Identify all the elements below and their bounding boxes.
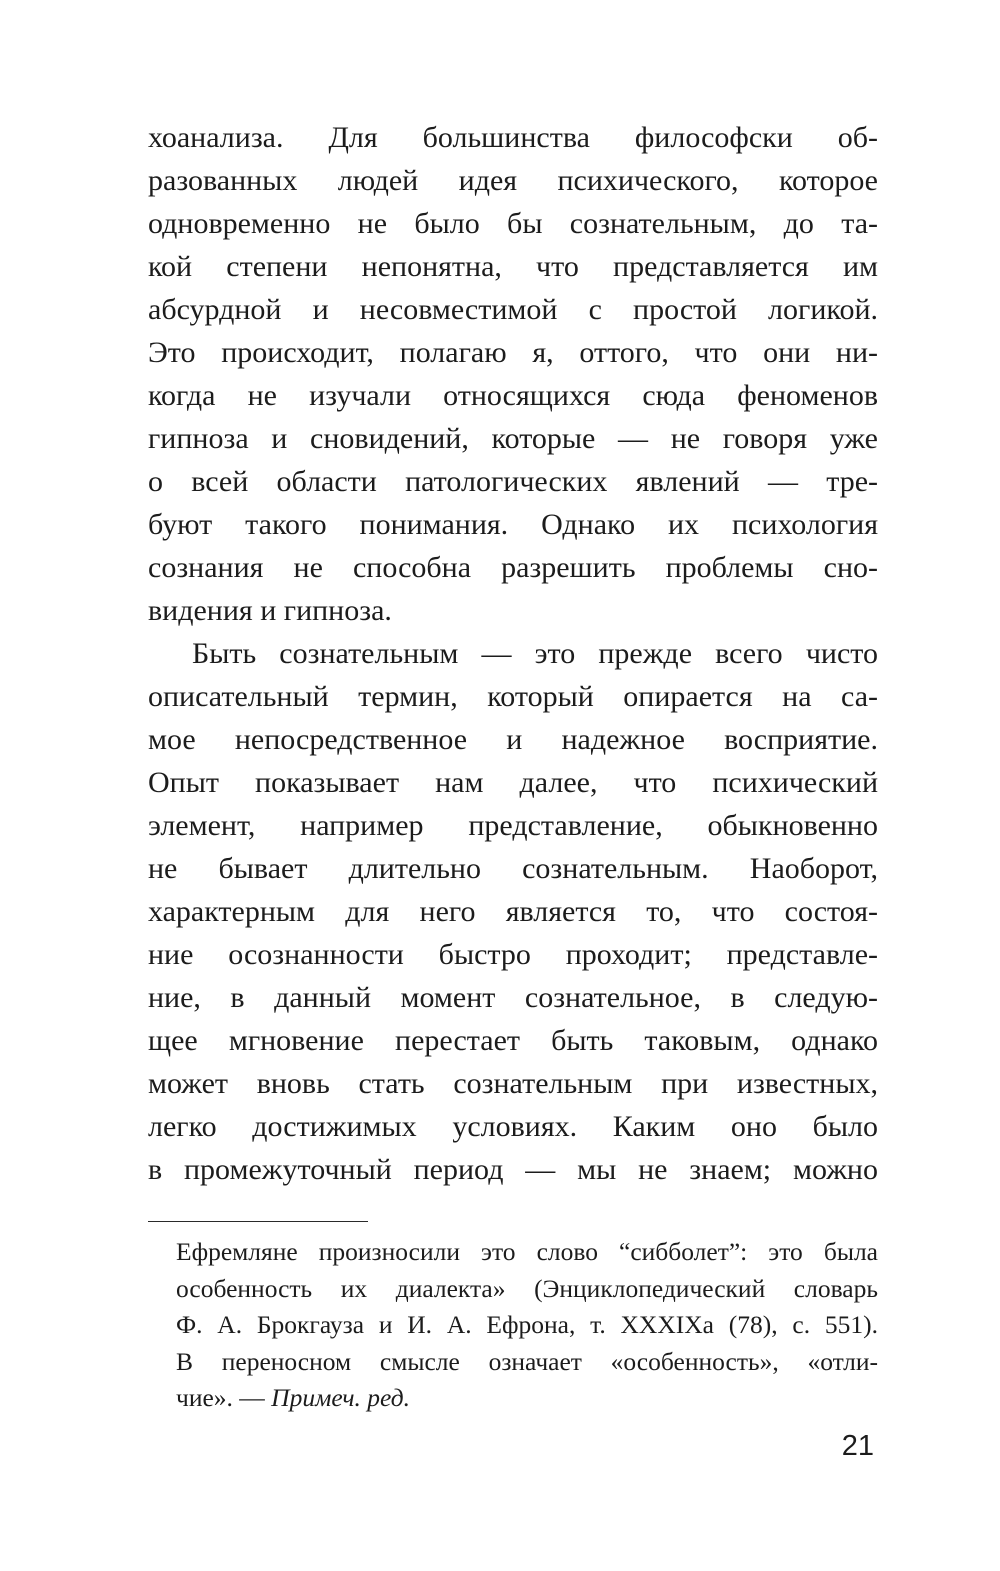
text-line: сознания не способна разрешить проблемы сно- bbox=[148, 551, 878, 584]
editor-note: Примеч. ред. bbox=[271, 1383, 410, 1412]
text-line: о всей области патологических явлений — тре- bbox=[148, 465, 878, 498]
footnote-text: чие». — bbox=[176, 1383, 272, 1412]
text-line: разованных людей идея психического, которое bbox=[148, 164, 878, 197]
text-line: ние осознанности быстро проходит; представле- bbox=[148, 938, 878, 971]
text-line: буют такого понимания. Однако их психология bbox=[148, 508, 878, 541]
text-line: кой степени непонятна, что представляется им bbox=[148, 250, 878, 283]
text-line: характерным для него является то, что состоя- bbox=[148, 895, 878, 928]
text-line: Это происходит, полагаю я, оттого, что они ни- bbox=[148, 336, 878, 369]
text-line: ние, в данный момент сознательное, в следую- bbox=[148, 981, 878, 1014]
footnote-line: Ф. А. Брокгауза и И. А. Ефрона, т. XXXIXa (78), с. 551). bbox=[176, 1310, 878, 1339]
text-line: одновременно не было бы сознательным, до та- bbox=[148, 207, 878, 240]
footnote-line: Ефремляне произносили это слово “сибболет”: это была bbox=[176, 1237, 878, 1266]
text-line: описательный термин, который опирается на са- bbox=[148, 680, 878, 713]
text-line: в промежуточный период — мы не знаем; можно bbox=[148, 1153, 878, 1186]
footnote-divider bbox=[148, 1221, 368, 1222]
text-line: легко достижимых условиях. Каким оно было bbox=[148, 1110, 878, 1143]
text-line: хоанализа. Для большинства философски об- bbox=[148, 121, 878, 154]
text-line: щее мгновение перестает быть таковым, однако bbox=[148, 1024, 878, 1057]
footnote-line bbox=[176, 1380, 878, 1417]
page-number: 21 bbox=[841, 1430, 874, 1462]
footnote-line: особенность их диалекта» (Энциклопедический словарь bbox=[176, 1273, 878, 1303]
text-line: элемент, например представление, обыкновенно bbox=[148, 809, 878, 842]
text-line: Быть сознательным — это прежде всего чисто bbox=[192, 637, 878, 670]
footnote-line: В переносном смысле означает «особенность», «отли- bbox=[176, 1346, 878, 1376]
text-line: Опыт показывает нам далее, что психический bbox=[148, 766, 878, 799]
text-line: не бывает длительно сознательным. Наоборот, bbox=[148, 852, 878, 885]
text-line: гипноза и сновидений, которые — не говоря уже bbox=[148, 422, 878, 455]
footnote bbox=[176, 1234, 878, 1417]
text-line: когда не изучали относящихся сюда феноменов bbox=[148, 379, 878, 412]
text-line: видения и гипноза. bbox=[148, 594, 392, 627]
text-line: абсурдной и несовместимой с простой логикой. bbox=[148, 293, 878, 326]
text-line: может вновь стать сознательным при известных, bbox=[148, 1067, 878, 1100]
main-text bbox=[148, 116, 878, 1191]
text-line: мое непосредственное и надежное восприятие. bbox=[148, 723, 878, 756]
